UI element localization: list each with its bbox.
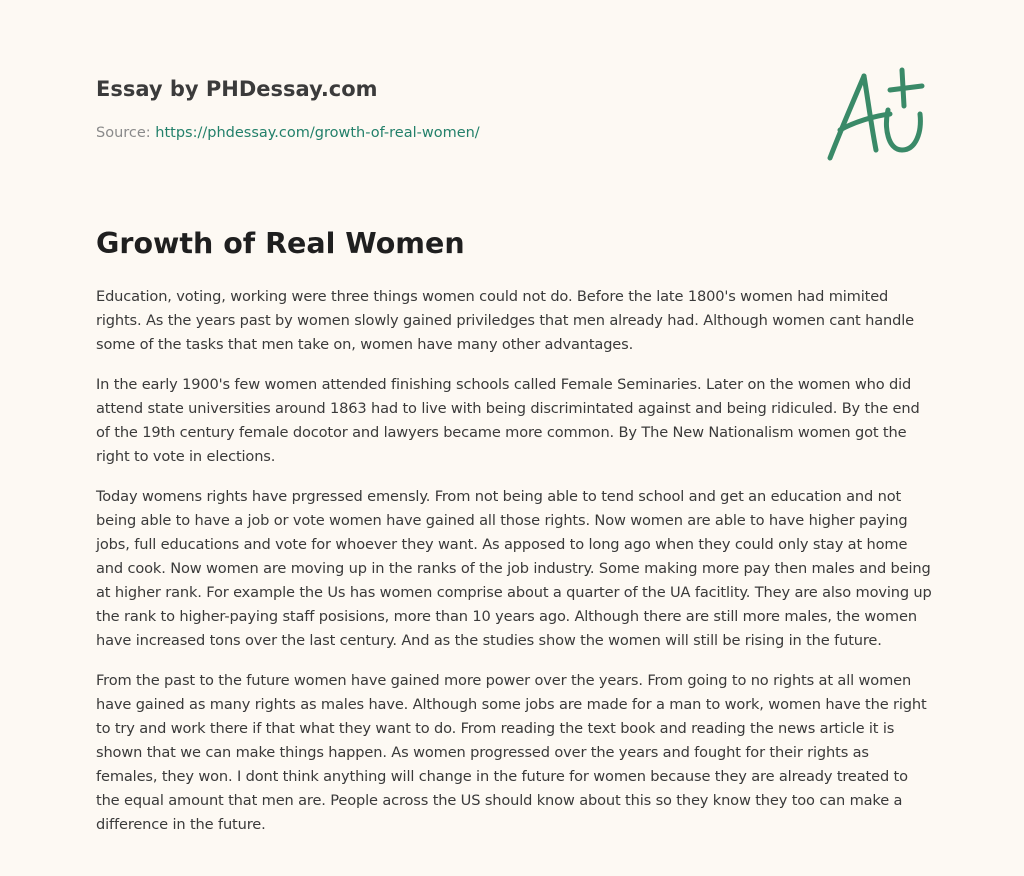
source-link[interactable]: https://phdessay.com/growth-of-real-women/ <box>155 125 480 141</box>
essay-paragraph: Education, voting, working were three things women could not do. Before the late 1800's women had mimited rights. As the years past by women slowly gained priviledges that men already had. Although women cant handle some of the tasks that men take on, women have many other advantages. <box>96 288 914 353</box>
a-plus-grade-icon <box>818 66 930 166</box>
essay-paragraph: From the past to the future women have gained more power over the years. From going to no rights at all women have gained as many rights as males have. Although some jobs are made for a man to work, women have the right to try and work there if that what they want to do. From reading the text book and reading the news article it is shown that we can make things happen. As women progressed over the years and fought for their rights as females, they won. I dont think anything will change in the future for women because they are already treated to the equal amount that men are. People across the US should know about this so they know they too can make a difference in the future. <box>96 672 927 833</box>
source-line <box>96 123 816 143</box>
site-title: Essay by PHDessay.com <box>96 77 378 101</box>
essay-title: Growth of Real Women <box>96 227 465 260</box>
header <box>96 74 816 143</box>
essay-content <box>96 285 932 853</box>
essay-paragraph: In the early 1900's few women attended finishing schools called Female Seminaries. Later on the women who did attend state universities around 1863 had to live with being discrimintated against and being ridiculed. By the end of the 19th century female docotor and lawyers became more common. By The New Nationalism women got the right to vote in elections. <box>96 376 920 465</box>
source-label: Source: <box>96 125 151 141</box>
essay-paragraph: Today womens rights have prgressed emensly. From not being able to tend school and get an education and not being able to have a job or vote women have gained all those rights. Now women are able to have higher paying jobs, full educations and vote for whoever they want. As apposed to long ago when they could only stay at home and cook. Now women are moving up in the ranks of the job industry. Some making more pay then males and being at higher rank. For example the Us has women comprise about a quarter of the UA facitlity. They are also moving up the rank to higher-paying staff posisions, more than 10 years ago. Although there are still more males, the women have increased tons over the last century. And as the studies show the women will still be rising in the future. <box>96 488 932 649</box>
